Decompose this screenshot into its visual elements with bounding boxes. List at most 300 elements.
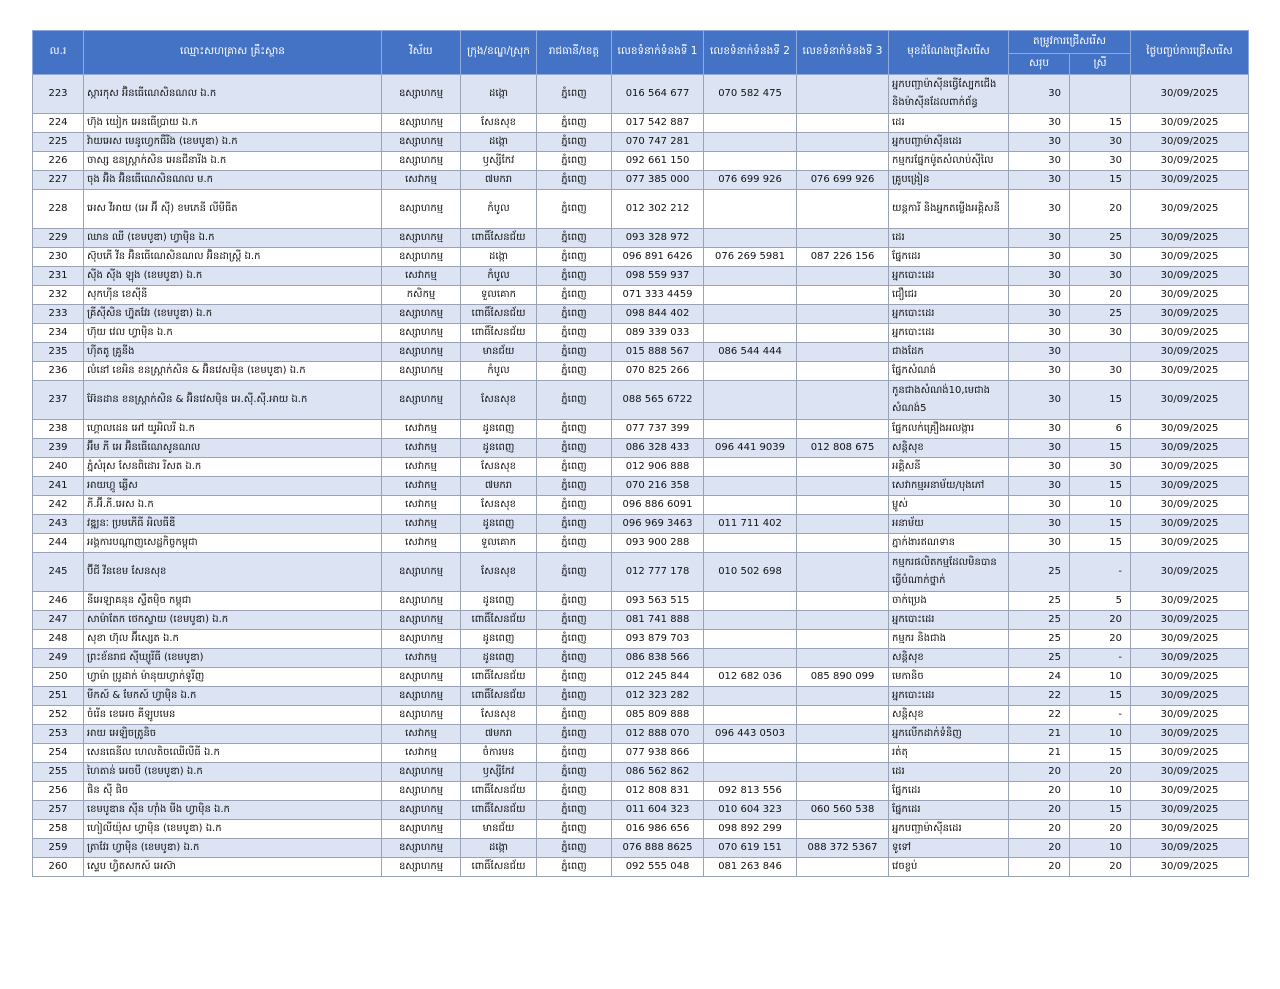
table-row xyxy=(33,75,1249,114)
job-table xyxy=(32,30,1249,877)
cell-province: ភ្នំពេញ xyxy=(537,229,612,248)
cell-phone2 xyxy=(704,592,797,611)
cell-deadline: 30/09/2025 xyxy=(1131,649,1249,668)
cell-deadline: 30/09/2025 xyxy=(1131,286,1249,305)
cell-deadline: 30/09/2025 xyxy=(1131,706,1249,725)
cell-no: 231 xyxy=(33,267,84,286)
cell-district: សែនសុខ xyxy=(461,496,537,515)
cell-phone2: 081 263 846 xyxy=(704,858,797,877)
header-phone1: លេខទំនាក់ទំនងទី 1 xyxy=(612,31,704,75)
cell-company: ព្រះខ័នរាជ ស៊ីឃ្យូរីធី (ខេមបូឌា) xyxy=(84,649,382,668)
header-total: សរុប xyxy=(1009,54,1070,75)
cell-province: ភ្នំពេញ xyxy=(537,343,612,362)
cell-no: 242 xyxy=(33,496,84,515)
cell-position: ដេរ xyxy=(889,229,1009,248)
cell-total: 30 xyxy=(1009,190,1070,229)
cell-female: 10 xyxy=(1070,839,1131,858)
cell-province: ភ្នំពេញ xyxy=(537,630,612,649)
cell-total: 30 xyxy=(1009,324,1070,343)
cell-no: 238 xyxy=(33,420,84,439)
cell-total: 30 xyxy=(1009,381,1070,420)
cell-female: 15 xyxy=(1070,477,1131,496)
cell-phone2 xyxy=(704,611,797,630)
cell-total: 25 xyxy=(1009,649,1070,668)
cell-no: 245 xyxy=(33,553,84,592)
table-row xyxy=(33,630,1249,649)
cell-no: 246 xyxy=(33,592,84,611)
cell-province: ភ្នំពេញ xyxy=(537,649,612,668)
cell-company: ផិន ស៊ី ផិច xyxy=(84,782,382,801)
cell-sector: កសិកម្ម xyxy=(382,286,461,305)
cell-female: 20 xyxy=(1070,763,1131,782)
cell-province: ភ្នំពេញ xyxy=(537,515,612,534)
cell-company: មីកស៍ & មែកស៍ ហ្វាម៉ិន ឯ.ក xyxy=(84,687,382,706)
table-row xyxy=(33,439,1249,458)
cell-deadline: 30/09/2025 xyxy=(1131,362,1249,381)
table-row xyxy=(33,305,1249,324)
cell-province: ភ្នំពេញ xyxy=(537,305,612,324)
cell-company: សេនធេនីល ហេលតិចឈើលីធី ឯ.ក xyxy=(84,744,382,763)
table-row xyxy=(33,267,1249,286)
cell-total: 30 xyxy=(1009,171,1070,190)
cell-phone2 xyxy=(704,763,797,782)
cell-company: ស៊ីង ស៊ីង ឡុង (ខេមបូឌា) ឯ.ក xyxy=(84,267,382,286)
cell-phone2 xyxy=(704,649,797,668)
cell-company: ស៊ុបភើ វីន អ៊ិនធើណេសិនណល អ៊ិនដាស្ត្រី ឯ.ក xyxy=(84,248,382,267)
cell-phone2: 092 813 556 xyxy=(704,782,797,801)
cell-total: 30 xyxy=(1009,248,1070,267)
cell-no: 223 xyxy=(33,75,84,114)
cell-total: 30 xyxy=(1009,114,1070,133)
table-row xyxy=(33,744,1249,763)
cell-phone2 xyxy=(704,190,797,229)
cell-phone2 xyxy=(704,133,797,152)
table-row xyxy=(33,229,1249,248)
cell-female: 30 xyxy=(1070,362,1131,381)
cell-female: - xyxy=(1070,649,1131,668)
cell-total: 25 xyxy=(1009,553,1070,592)
header-deadline: ថ្ងៃបញ្ចប់ការជ្រើសរើស xyxy=(1131,31,1249,75)
table-row xyxy=(33,649,1249,668)
cell-province: ភ្នំពេញ xyxy=(537,420,612,439)
cell-phone2: 076 699 926 xyxy=(704,171,797,190)
cell-deadline: 30/09/2025 xyxy=(1131,763,1249,782)
cell-deadline: 30/09/2025 xyxy=(1131,725,1249,744)
cell-deadline: 30/09/2025 xyxy=(1131,267,1249,286)
cell-female: 30 xyxy=(1070,267,1131,286)
cell-sector: សេវាកម្ម xyxy=(382,420,461,439)
cell-deadline: 30/09/2025 xyxy=(1131,801,1249,820)
header-province: រាជធានី/ខេត្ត xyxy=(537,31,612,75)
cell-sector: ឧស្សាហកម្ម xyxy=(382,114,461,133)
cell-deadline: 30/09/2025 xyxy=(1131,515,1249,534)
cell-sector: ឧស្សាហកម្ម xyxy=(382,820,461,839)
table-row xyxy=(33,324,1249,343)
cell-total: 30 xyxy=(1009,343,1070,362)
cell-province: ភ្នំពេញ xyxy=(537,763,612,782)
cell-no: 230 xyxy=(33,248,84,267)
cell-sector: សេវាកម្ម xyxy=(382,744,461,763)
cell-province: ភ្នំពេញ xyxy=(537,286,612,305)
cell-province: ភ្នំពេញ xyxy=(537,611,612,630)
cell-phone3 xyxy=(797,305,889,324)
cell-district: ទួលគោក xyxy=(461,286,537,305)
table-row xyxy=(33,782,1249,801)
cell-phone1: 015 888 567 xyxy=(612,343,704,362)
cell-deadline: 30/09/2025 xyxy=(1131,229,1249,248)
cell-phone1: 070 747 281 xyxy=(612,133,704,152)
cell-phone2 xyxy=(704,496,797,515)
cell-phone1: 071 333 4459 xyxy=(612,286,704,305)
table-row xyxy=(33,477,1249,496)
header-district: ក្រុង/ខណ្ឌ/ស្រុក xyxy=(461,31,537,75)
cell-company: ភ្នំសំរុស សែនពិដោរ រីសត ឯ.ក xyxy=(84,458,382,477)
cell-sector: ឧស្សាហកម្ម xyxy=(382,782,461,801)
cell-phone3 xyxy=(797,534,889,553)
cell-province: ភ្នំពេញ xyxy=(537,534,612,553)
cell-deadline: 30/09/2025 xyxy=(1131,171,1249,190)
cell-phone2: 070 582 475 xyxy=(704,75,797,114)
cell-district: ដូនពេញ xyxy=(461,592,537,611)
cell-district: មានជ័យ xyxy=(461,343,537,362)
cell-position: ជឿជេរ xyxy=(889,286,1009,305)
cell-province: ភ្នំពេញ xyxy=(537,362,612,381)
cell-sector: ឧស្សាហកម្ម xyxy=(382,229,461,248)
cell-sector: សេវាកម្ម xyxy=(382,725,461,744)
cell-sector: ឧស្សាហកម្ម xyxy=(382,190,461,229)
cell-province: ភ្នំពេញ xyxy=(537,496,612,515)
cell-phone2 xyxy=(704,362,797,381)
cell-phone1: 098 844 402 xyxy=(612,305,704,324)
cell-no: 233 xyxy=(33,305,84,324)
cell-phone1: 070 825 266 xyxy=(612,362,704,381)
cell-deadline: 30/09/2025 xyxy=(1131,687,1249,706)
cell-province: ភ្នំពេញ xyxy=(537,190,612,229)
cell-phone1: 012 906 888 xyxy=(612,458,704,477)
cell-phone3: 087 226 156 xyxy=(797,248,889,267)
cell-province: ភ្នំពេញ xyxy=(537,439,612,458)
cell-sector: ឧស្សាហកម្ម xyxy=(382,75,461,114)
cell-company: ចាស្ស ឧនស្ត្រាក់សិន អេនជីនារីង ឯ.ក xyxy=(84,152,382,171)
cell-deadline: 30/09/2025 xyxy=(1131,782,1249,801)
cell-total: 20 xyxy=(1009,858,1070,877)
cell-district: ពោធិ៍សែនជ័យ xyxy=(461,229,537,248)
cell-no: 227 xyxy=(33,171,84,190)
cell-phone2 xyxy=(704,152,797,171)
cell-no: 259 xyxy=(33,839,84,858)
cell-district: មានជ័យ xyxy=(461,820,537,839)
cell-sector: ឧស្សាហកម្ម xyxy=(382,839,461,858)
cell-deadline: 30/09/2025 xyxy=(1131,190,1249,229)
cell-no: 243 xyxy=(33,515,84,534)
cell-no: 224 xyxy=(33,114,84,133)
cell-no: 258 xyxy=(33,820,84,839)
cell-total: 24 xyxy=(1009,668,1070,687)
cell-phone2 xyxy=(704,114,797,133)
cell-female: 15 xyxy=(1070,801,1131,820)
cell-position: ផ្នែកដេរ xyxy=(889,801,1009,820)
cell-phone1: 086 328 433 xyxy=(612,439,704,458)
cell-total: 30 xyxy=(1009,496,1070,515)
cell-position: សន្តិសុខ xyxy=(889,706,1009,725)
cell-deadline: 30/09/2025 xyxy=(1131,477,1249,496)
table-row xyxy=(33,668,1249,687)
cell-phone2: 011 711 402 xyxy=(704,515,797,534)
cell-company: ចំរើន ខេអេច គីឡូបមេន xyxy=(84,706,382,725)
cell-province: ភ្នំពេញ xyxy=(537,381,612,420)
cell-phone3 xyxy=(797,190,889,229)
cell-total: 30 xyxy=(1009,515,1070,534)
cell-no: 254 xyxy=(33,744,84,763)
cell-district: ពោធិ៍សែនជ័យ xyxy=(461,801,537,820)
cell-no: 252 xyxy=(33,706,84,725)
cell-company: ហ្គោលដេន អៅ យូអិលរី ឯ.ក xyxy=(84,420,382,439)
cell-company: លំនៅ ខេអិន ខនស្ត្រាក់សិន & អ៊ិនវេសម៉ិន (ខេមបូឌា) ឯ.ក xyxy=(84,362,382,381)
cell-company: ឈាន ឈី (ខេមបូឌា) ហ្វាម៉ិន ឯ.ក xyxy=(84,229,382,248)
cell-phone3 xyxy=(797,133,889,152)
cell-phone3 xyxy=(797,286,889,305)
cell-phone3 xyxy=(797,782,889,801)
cell-phone2 xyxy=(704,229,797,248)
cell-phone1: 096 886 6091 xyxy=(612,496,704,515)
cell-female: 10 xyxy=(1070,496,1131,515)
cell-no: 250 xyxy=(33,668,84,687)
cell-female: 30 xyxy=(1070,152,1131,171)
cell-sector: ឧស្សាហកម្ម xyxy=(382,152,461,171)
cell-phone3 xyxy=(797,858,889,877)
cell-company: ចុង អ៊ិង អ៊ិនធើណេសិនណល ម.ក xyxy=(84,171,382,190)
cell-no: 248 xyxy=(33,630,84,649)
cell-no: 232 xyxy=(33,286,84,305)
cell-phone2 xyxy=(704,744,797,763)
cell-district: ដង្កោ xyxy=(461,248,537,267)
cell-phone3: 088 372 5367 xyxy=(797,839,889,858)
cell-no: 249 xyxy=(33,649,84,668)
cell-phone1: 012 777 178 xyxy=(612,553,704,592)
cell-company: អង្គការបណ្ដាញសេដ្ឋកិច្ចកម្ពុជា xyxy=(84,534,382,553)
cell-total: 30 xyxy=(1009,534,1070,553)
cell-company: អាយហ្គូ ឆ្លើស xyxy=(84,477,382,496)
cell-company: ត្រាវែរ ហ្វាម៉ិន (ខេមបូឌា) ឯ.ក xyxy=(84,839,382,858)
cell-province: ភ្នំពេញ xyxy=(537,267,612,286)
cell-deadline: 30/09/2025 xyxy=(1131,305,1249,324)
cell-total: 30 xyxy=(1009,477,1070,496)
cell-female: 10 xyxy=(1070,668,1131,687)
cell-company: ភី.អ៊ី.ភី.អេស ឯ.ក xyxy=(84,496,382,515)
cell-sector: ឧស្សាហកម្ម xyxy=(382,248,461,267)
cell-deadline: 30/09/2025 xyxy=(1131,381,1249,420)
cell-phone2 xyxy=(704,381,797,420)
cell-sector: ឧស្សាហកម្ម xyxy=(382,133,461,152)
table-row xyxy=(33,706,1249,725)
table-row xyxy=(33,152,1249,171)
cell-phone2: 070 619 151 xyxy=(704,839,797,858)
cell-sector: សេវាកម្ម xyxy=(382,439,461,458)
cell-phone1: 098 559 937 xyxy=(612,267,704,286)
cell-no: 244 xyxy=(33,534,84,553)
cell-female xyxy=(1070,343,1131,362)
cell-position: ចាក់ប្រេង xyxy=(889,592,1009,611)
cell-phone3 xyxy=(797,649,889,668)
cell-deadline: 30/09/2025 xyxy=(1131,133,1249,152)
cell-sector: ឧស្សាហកម្ម xyxy=(382,381,461,420)
table-row xyxy=(33,420,1249,439)
cell-phone3 xyxy=(797,706,889,725)
cell-phone1: 096 891 6426 xyxy=(612,248,704,267)
job-listing-sheet xyxy=(32,30,1248,877)
cell-female: 20 xyxy=(1070,286,1131,305)
cell-female: 15 xyxy=(1070,381,1131,420)
cell-position: អ្នកបោះដេរ xyxy=(889,324,1009,343)
header-needs: តម្រូវការជ្រើសរើស xyxy=(1009,31,1131,54)
cell-sector: ឧស្សាហកម្ម xyxy=(382,687,461,706)
cell-deadline: 30/09/2025 xyxy=(1131,611,1249,630)
cell-company: សុកហ៊ីន ខេស៊ីនី xyxy=(84,286,382,305)
cell-phone1: 093 879 703 xyxy=(612,630,704,649)
cell-phone1: 012 808 831 xyxy=(612,782,704,801)
cell-position: ទូទៅ xyxy=(889,839,1009,858)
cell-phone3 xyxy=(797,458,889,477)
cell-deadline: 30/09/2025 xyxy=(1131,744,1249,763)
cell-no: 228 xyxy=(33,190,84,229)
cell-district: ដូនពេញ xyxy=(461,420,537,439)
cell-phone3 xyxy=(797,477,889,496)
cell-phone3 xyxy=(797,420,889,439)
cell-sector: ឧស្សាហកម្ម xyxy=(382,592,461,611)
cell-total: 30 xyxy=(1009,133,1070,152)
cell-province: ភ្នំពេញ xyxy=(537,839,612,858)
cell-phone1: 017 542 887 xyxy=(612,114,704,133)
cell-phone3: 060 560 538 xyxy=(797,801,889,820)
cell-phone2: 098 892 299 xyxy=(704,820,797,839)
cell-phone1: 077 938 866 xyxy=(612,744,704,763)
table-row xyxy=(33,114,1249,133)
cell-sector: សេវាកម្ម xyxy=(382,496,461,515)
cell-female: 15 xyxy=(1070,744,1131,763)
cell-position: ភ្នាក់ងារឥណទាន xyxy=(889,534,1009,553)
table-row xyxy=(33,611,1249,630)
table-body xyxy=(33,75,1249,877)
cell-phone1: 093 563 515 xyxy=(612,592,704,611)
cell-sector: សេវាកម្ម xyxy=(382,477,461,496)
cell-no: 236 xyxy=(33,362,84,381)
cell-district: ពោធិ៍សែនជ័យ xyxy=(461,668,537,687)
cell-sector: ឧស្សាហកម្ម xyxy=(382,706,461,725)
cell-district: ពោធិ៍សែនជ័យ xyxy=(461,611,537,630)
cell-district: ដង្កោ xyxy=(461,133,537,152)
cell-district: ដូនពេញ xyxy=(461,649,537,668)
cell-company: ហ៊ុយ វេល ហ្វាម៉ិន ឯ.ក xyxy=(84,324,382,343)
cell-province: ភ្នំពេញ xyxy=(537,458,612,477)
cell-deadline: 30/09/2025 xyxy=(1131,534,1249,553)
cell-company: ខេមបូឌាន ស៊ីន ហ៊ាំង មីង ហ្វាម៉ិន ឯ.ក xyxy=(84,801,382,820)
cell-female: 15 xyxy=(1070,439,1131,458)
cell-total: 30 xyxy=(1009,420,1070,439)
cell-phone1: 077 737 399 xyxy=(612,420,704,439)
cell-total: 20 xyxy=(1009,801,1070,820)
cell-province: ភ្នំពេញ xyxy=(537,782,612,801)
cell-total: 30 xyxy=(1009,286,1070,305)
cell-company: វ៉ាយអេស មេនូហ្វេកធឺរីង (ខេមបូឌា) ឯ.ក xyxy=(84,133,382,152)
cell-total: 30 xyxy=(1009,458,1070,477)
table-row xyxy=(33,362,1249,381)
cell-district: ទួលគោក xyxy=(461,534,537,553)
cell-phone1: 016 564 677 xyxy=(612,75,704,114)
cell-phone2 xyxy=(704,420,797,439)
cell-deadline: 30/09/2025 xyxy=(1131,839,1249,858)
cell-position: អ្នកបញ្ជាម៉ាស៊ីនធ្វើស្បែកជើង និងម៉ាស៊ីនដែលពាក់ព័ន្ធ xyxy=(889,75,1009,114)
cell-position: កម្មករផ្នែកម៉ូតសំលាប់ស៊ីលៃ xyxy=(889,152,1009,171)
cell-deadline: 30/09/2025 xyxy=(1131,553,1249,592)
cell-district: កំបូល xyxy=(461,362,537,381)
cell-sector: ឧស្សាហកម្ម xyxy=(382,343,461,362)
table-row xyxy=(33,725,1249,744)
cell-company: សាម៉ាតែក ថេកស្ទាយ (ខេមបូឌា) ឯ.ក xyxy=(84,611,382,630)
cell-phone1: 012 245 844 xyxy=(612,668,704,687)
table-row xyxy=(33,458,1249,477)
cell-position: អ្នកបោះដេរ xyxy=(889,267,1009,286)
cell-phone2 xyxy=(704,706,797,725)
cell-total: 20 xyxy=(1009,839,1070,858)
cell-female: 10 xyxy=(1070,782,1131,801)
cell-phone2: 012 682 036 xyxy=(704,668,797,687)
header-sector: វិស័យ xyxy=(382,31,461,75)
cell-female: 30 xyxy=(1070,458,1131,477)
cell-district: ៧មករា xyxy=(461,171,537,190)
cell-province: ភ្នំពេញ xyxy=(537,668,612,687)
cell-district: សែនសុខ xyxy=(461,706,537,725)
cell-position: មេកានិច xyxy=(889,668,1009,687)
table-row xyxy=(33,592,1249,611)
cell-phone2: 010 604 323 xyxy=(704,801,797,820)
cell-position: វេចខ្ចប់ xyxy=(889,858,1009,877)
cell-sector: សេវាកម្ម xyxy=(382,534,461,553)
cell-total: 30 xyxy=(1009,267,1070,286)
cell-position: ផ្នែកសំណង់ xyxy=(889,362,1009,381)
cell-district: ពោធិ៍សែនជ័យ xyxy=(461,324,537,343)
cell-district: ដូនពេញ xyxy=(461,515,537,534)
cell-phone2: 076 269 5981 xyxy=(704,248,797,267)
table-row xyxy=(33,381,1249,420)
cell-female: 15 xyxy=(1070,534,1131,553)
cell-deadline: 30/09/2025 xyxy=(1131,343,1249,362)
table-row xyxy=(33,553,1249,592)
header-phone2: លេខទំនាក់ទំនងទី 2 xyxy=(704,31,797,75)
cell-phone3 xyxy=(797,152,889,171)
cell-position: ផ្នែកដេរ xyxy=(889,782,1009,801)
cell-female: 6 xyxy=(1070,420,1131,439)
cell-phone1: 016 986 656 xyxy=(612,820,704,839)
cell-company: ហ៊ុង យៀក អេនធើប្រាយ ឯ.ក xyxy=(84,114,382,133)
cell-total: 22 xyxy=(1009,706,1070,725)
cell-phone1: 011 604 323 xyxy=(612,801,704,820)
cell-district: ដង្កោ xyxy=(461,839,537,858)
cell-phone3 xyxy=(797,496,889,515)
cell-province: ភ្នំពេញ xyxy=(537,75,612,114)
cell-phone2 xyxy=(704,305,797,324)
cell-phone1: 081 741 888 xyxy=(612,611,704,630)
cell-phone1: 092 555 048 xyxy=(612,858,704,877)
cell-company: អេស វីអាយ (អេ អ៊ី ស៊ី) ខមភេនី លីមីធីត xyxy=(84,190,382,229)
cell-phone3 xyxy=(797,611,889,630)
table-row xyxy=(33,801,1249,820)
cell-province: ភ្នំពេញ xyxy=(537,477,612,496)
cell-sector: ឧស្សាហកម្ម xyxy=(382,305,461,324)
cell-province: ភ្នំពេញ xyxy=(537,324,612,343)
cell-phone1: 076 888 8625 xyxy=(612,839,704,858)
cell-total: 30 xyxy=(1009,75,1070,114)
cell-position: ជាងដែក xyxy=(889,343,1009,362)
